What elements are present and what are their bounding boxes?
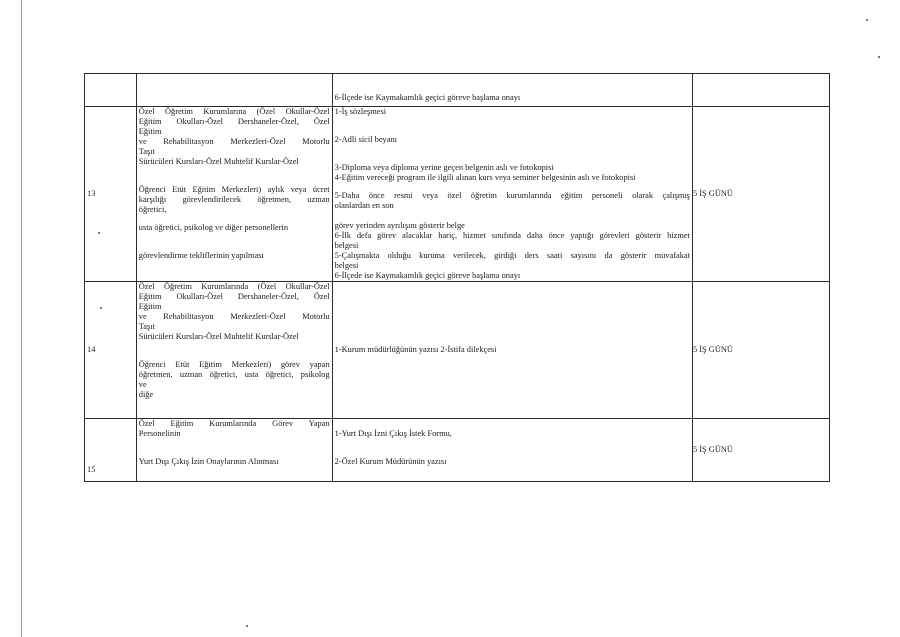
subject-line: Özel Öğretim Kurumlarında (Özel Okullar-Özel <box>138 282 330 291</box>
subject-line: öğretici, <box>138 205 167 214</box>
documents-cell <box>332 107 692 282</box>
scan-speck <box>100 307 102 309</box>
row-number-cell: 13 <box>85 107 137 282</box>
subject-line: ve Rehabilitasyon Merkezleri-Özel Motorlu <box>138 312 330 321</box>
document-line: 3-Diploma veya diploma yerine geçen belgenin aslı ve fotokopisi <box>334 163 554 172</box>
procedures-table <box>84 73 830 482</box>
subject-line: Özel Eğitim Kurumlarında Görev Yapan <box>138 419 330 428</box>
scan-speck <box>878 56 880 58</box>
subject-line: Öğrenci Etüt Eğitim Merkezleri) aylık veya ücret <box>138 185 330 194</box>
row-number-cell <box>85 74 137 107</box>
document-line: 2-Adli sicil beyanı <box>334 135 397 144</box>
table-row <box>85 107 830 282</box>
subject-line: Öğrenci Etüt Eğitim Merkezleri) görev yapan <box>138 360 330 369</box>
subject-line: görevlendirme tekliflerinin yapılması <box>138 251 264 260</box>
subject-line: Eğitim Okulları-Özel Dershaneler-Özel, Özel <box>138 117 330 126</box>
document-line: olanlardan en son <box>334 201 394 210</box>
subject-line: diğe <box>138 390 154 399</box>
subject-line: Yurt Dışı Çıkış İzin Onaylarının Alınması <box>138 457 279 466</box>
subject-line: ve Rehabilitasyon Merkezleri-Özel Motorlu <box>138 137 330 146</box>
documents-cell <box>332 282 692 419</box>
duration-cell <box>692 74 829 107</box>
subject-line: Sürücüleri Kursları-Özel Muhtelif Kurslar-Özel <box>138 157 299 166</box>
document-line: 5-Daha önce resmi veya özel öğretim kurumlarında eğitim personeli olarak çalışmış <box>334 191 690 200</box>
duration-cell: 5 İŞ GÜNÜ <box>692 419 829 482</box>
documents-cell <box>332 74 692 107</box>
document-line: 1-Yurt Dışı İzni Çıkış İstek Formu, <box>334 429 452 438</box>
scan-speck <box>246 625 248 627</box>
subject-line: Eğitim Okulları-Özel Dershaneler-Özel, Özel <box>138 292 330 301</box>
document-line: görev yerinden ayrılışını gösterir belge <box>334 221 465 230</box>
document-line: 6-İlk defa görev alacaklar hariç, hizmet sınıfında daha önce yaptığı görevleri gösterir hizmet <box>334 231 690 240</box>
documents-cell <box>332 419 692 482</box>
subject-cell <box>136 282 332 419</box>
document-line: 1-İş sözleşmesi <box>334 107 387 116</box>
row-number-cell: 15 <box>85 419 137 482</box>
subject-line: Taşıt <box>138 147 155 156</box>
subject-line: öğretmen, uzman öğretici, usta öğretici, psikolog <box>138 370 330 379</box>
document-line: 2-Özel Kurum Müdürünün yazısı <box>334 457 447 466</box>
document-line: 4-Eğitim vereceği program ile ilgili alınan kurs veya seminer belgesinin aslı ve fotokopisi <box>334 173 636 182</box>
document-line: 1-Kurum müdürlüğünün yazısı 2-İstifa dilekçesi <box>334 345 497 354</box>
subject-cell <box>136 419 332 482</box>
subject-cell <box>136 107 332 282</box>
document-line: 5-Çalışmakta olduğu kuruma verilecek, girdiği ders saati sayısını da gösterir muvafakat <box>334 251 690 260</box>
subject-line: Eğitim <box>138 302 162 311</box>
subject-cell <box>136 74 332 107</box>
table-row <box>85 419 830 482</box>
subject-line: usta öğretici, psikolog ve diğer personellerin <box>138 223 289 232</box>
row-number-cell: 14 <box>85 282 137 419</box>
subject-line: Taşıt <box>138 322 155 331</box>
subject-line: Sürücüleri Kursları-Özel Muhtelif Kurslar-Özel <box>138 332 299 341</box>
table-row <box>85 74 830 107</box>
subject-line: Personelinin <box>138 429 181 438</box>
duration-cell: 5 İŞ GÜNÜ <box>692 282 829 419</box>
document-line: belgesi <box>334 261 359 270</box>
document-line: 6-İlçede ise Kaymakamlık geçici göreve başlama onayı <box>334 93 521 102</box>
page-edge-line <box>21 0 22 637</box>
document-line: 6-İlçede ise Kaymakamlık geçici göreve başlama onayı <box>334 271 521 280</box>
document-line: belgesi <box>334 241 359 250</box>
table-row <box>85 282 830 419</box>
scan-speck <box>866 19 868 21</box>
subject-line: Eğitim <box>138 127 162 136</box>
duration-cell: 5 İŞ GÜNÜ <box>692 107 829 282</box>
subject-line: ve <box>138 380 147 389</box>
subject-line: karşılığı görevlendirilecek öğretmen, uzman <box>138 195 330 204</box>
scan-speck <box>98 232 100 234</box>
subject-line: Özel Öğretim Kurumlarına (Özel Okullar-Özel <box>138 107 330 116</box>
